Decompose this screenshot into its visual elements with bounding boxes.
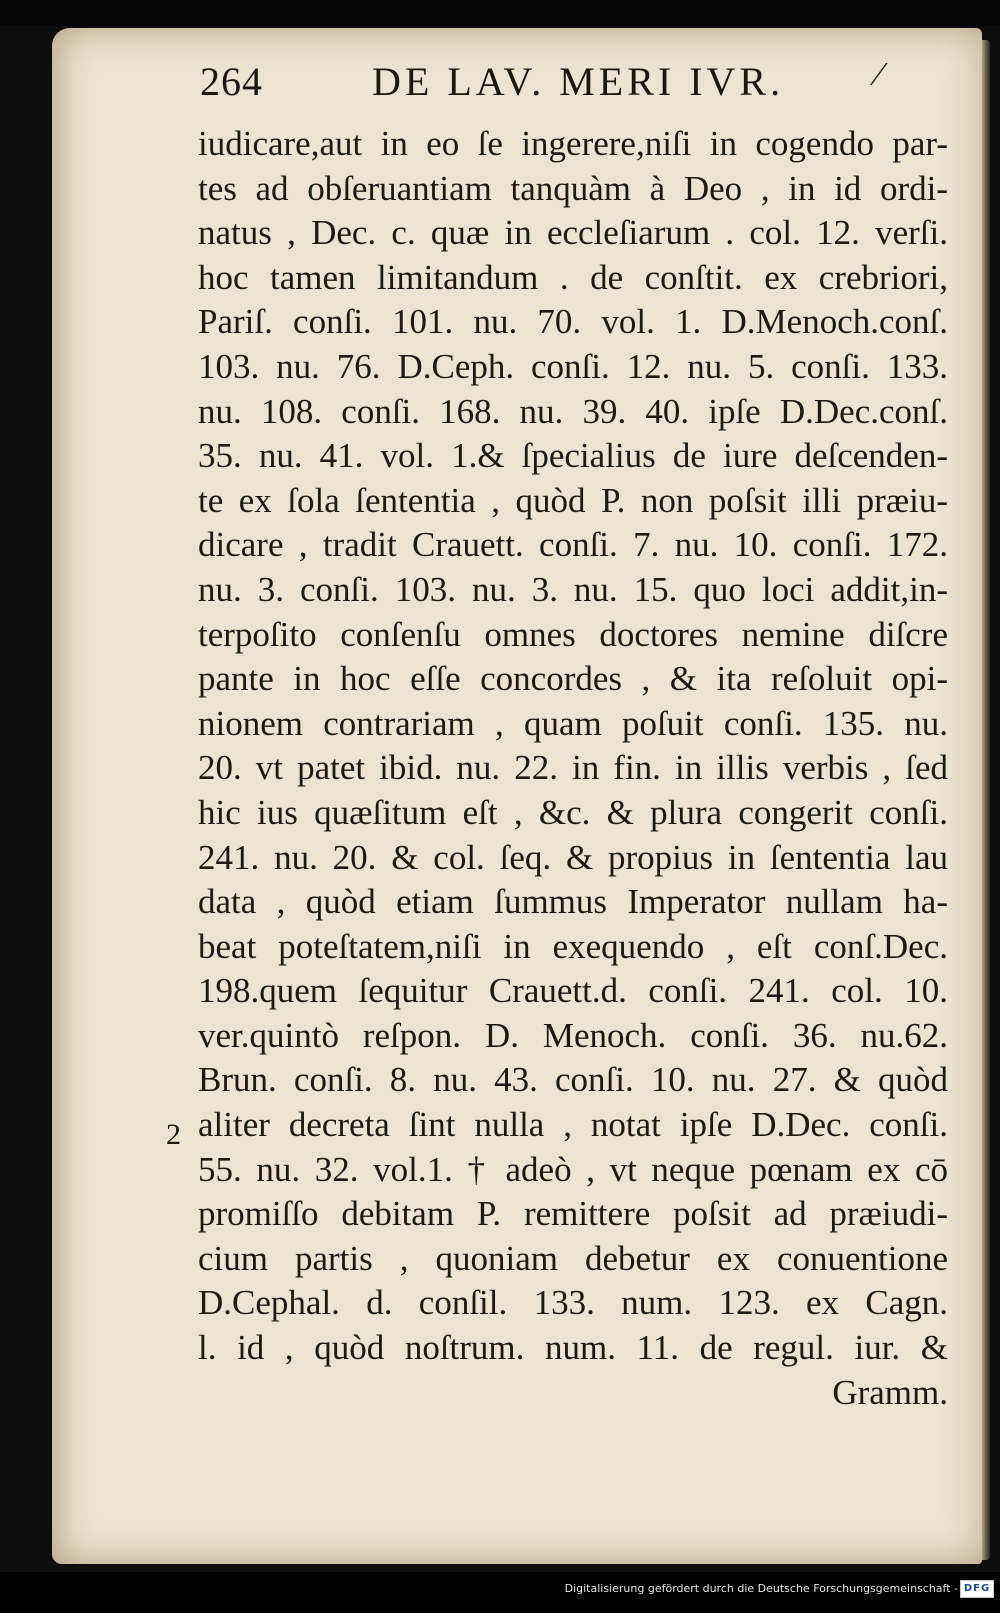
corner-mark: ⁄	[876, 56, 882, 93]
text-line: hoc tamen limitandum . de conſtit. ex crebriori,	[198, 257, 948, 297]
text-line: 55. nu. 32. vol.1. † adeò , vt neque pœnam ex cō	[198, 1149, 948, 1189]
text-line: l. id , quòd noſtrum. num. 11. de regul. iur. &	[198, 1328, 948, 1368]
text-line: D.Cephal. d. conſil. 133. num. 123. ex Cagn.	[198, 1283, 948, 1323]
text-line: Brun. conſi. 8. nu. 43. conſi. 10. nu. 27. & quòd	[198, 1060, 948, 1100]
text-line: dicare , tradit Crauett. conſi. 7. nu. 10. conſi. 172.	[198, 525, 948, 565]
text-line: ver.quintò reſpon. D. Menoch. conſi. 36. nu.62.	[198, 1015, 948, 1055]
catchword: Gramm.	[832, 1372, 948, 1412]
text-line: 198.quem ſequitur Crauett.d. conſi. 241. col. 10.	[198, 971, 948, 1011]
text-line: iudicare,aut in eo ſe ingerere,niſi in cogendo par-	[198, 124, 948, 163]
body-text	[198, 122, 948, 1415]
funding-credit: Digitalisierung gefördert durch die Deutsche Forschungsgemeinschaft -	[564, 1582, 958, 1595]
text-line: promiſſo debitam P. remittere poſsit ad præiudi-	[198, 1194, 948, 1234]
text-line: pante in hoc eſſe concordes , & ita reſoluit opi-	[198, 659, 948, 699]
text-line: Pariſ. conſi. 101. nu. 70. vol. 1. D.Menoch.conſ.	[198, 302, 948, 342]
text-line: natus , Dec. c. quæ in eccleſiarum . col. 12. verſi.	[198, 213, 948, 253]
scan-background-top	[0, 0, 1000, 26]
text-line: tes ad obſeruantiam tanquàm à Deo , in id ordi-	[198, 168, 948, 208]
text-line: nionem contrariam , quam poſuit conſi. 135. nu.	[198, 703, 948, 743]
text-line: hic ius quæſitum eſt , &c. & plura congerit conſi.	[198, 792, 948, 832]
text-line: nu. 108. conſi. 168. nu. 39. 40. ipſe D.Dec.conſ.	[198, 391, 948, 431]
text-line: cium partis , quoniam debetur ex conuentione	[198, 1238, 948, 1278]
margin-number: 2	[166, 1118, 181, 1151]
text-line: beat poteſtatem,niſi in exequendo , eſt conſ.Dec.	[198, 926, 948, 966]
page-number: 264	[200, 59, 263, 104]
text-line: terpoſito conſenſu omnes doctores nemine diſcre	[198, 614, 948, 654]
text-line: data , quòd etiam ſummus Imperator nullam ha-	[198, 882, 948, 922]
text-line: aliter decreta ſint nulla , notat ipſe D.Dec. conſi.	[198, 1105, 948, 1145]
running-head	[200, 58, 900, 108]
header-title: DE LAV. MERI IVR.	[372, 59, 785, 104]
dfg-logo-icon: DFG	[960, 1580, 994, 1598]
footer-bar	[0, 1572, 1000, 1613]
text-line: nu. 3. conſi. 103. nu. 3. nu. 15. quo loci addit,in-	[198, 569, 948, 609]
text-line: 35. nu. 41. vol. 1.& ſpecialius de iure deſcenden-	[198, 436, 948, 476]
text-line: te ex ſola ſententia , quòd P. non poſsit illi præiu-	[198, 480, 948, 520]
text-line: 241. nu. 20. & col. ſeq. & propius in ſententia lau	[198, 837, 948, 877]
text-line: 20. vt patet ibid. nu. 22. in fin. in illis verbis , ſed	[198, 748, 948, 788]
text-line: 103. nu. 76. D.Ceph. conſi. 12. nu. 5. conſi. 133.	[198, 346, 948, 386]
